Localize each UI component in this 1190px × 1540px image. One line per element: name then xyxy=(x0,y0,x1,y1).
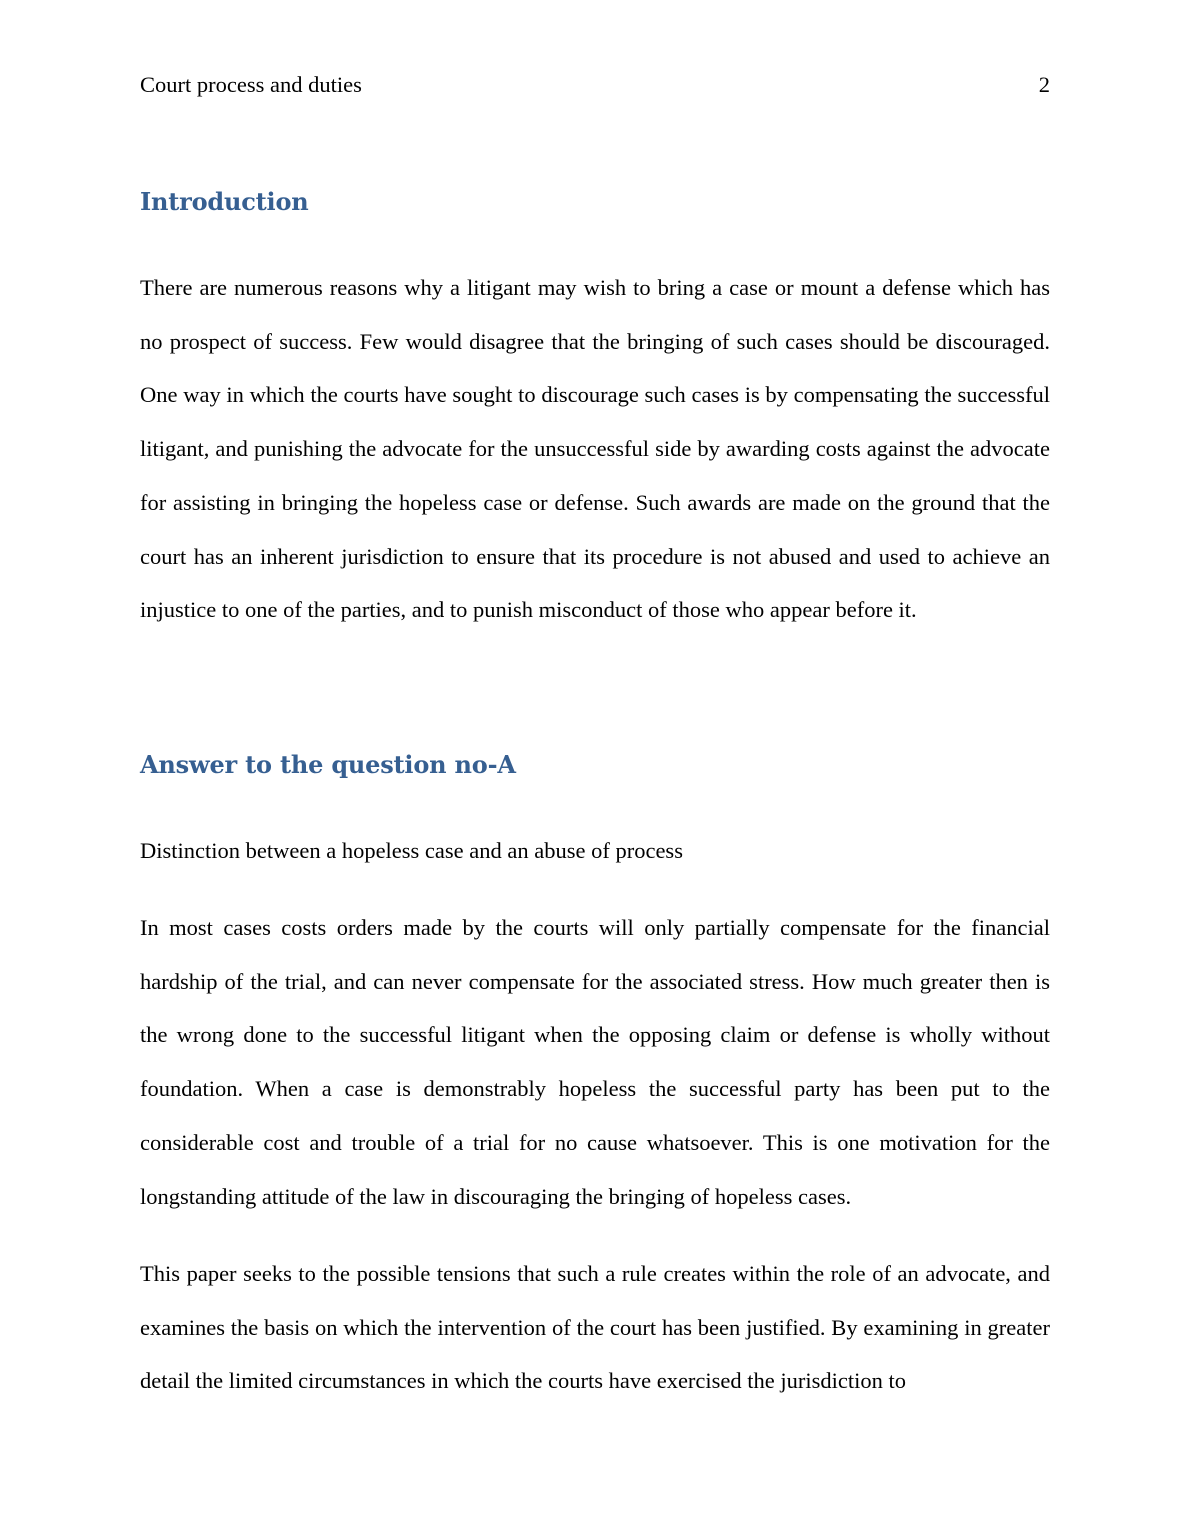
page-number: 2 xyxy=(1038,72,1050,97)
introduction-paragraph: There are numerous reasons why a litigant may wish to bring a case or mount a defense which has no prospect of success. Few would disagree that the bringing of such cases should be discouraged. One way in which the courts have sought to discourage such cases is by compensating the successful litigant, and punishing the advocate for the unsuccessful side by awarding costs against the advocate for assisting in bringing the hopeless case or defense. Such awards are made on the ground that the court has an inherent jurisdiction to ensure that its procedure is not abused and used to achieve an injustice to one of the parties, and to punish misconduct of those who appear before it. xyxy=(140,275,1050,623)
introduction-heading: Introduction xyxy=(140,187,309,216)
answer-a-heading: Answer to the question no-A xyxy=(140,750,516,779)
answer-a-paragraph-2: This paper seeks to the possible tensions that such a rule creates within the role of an advocate, and examines the basis on which the intervention of the court has been justified. By examining in greater detail the limited circumstances in which the courts have exercised the jurisdiction to xyxy=(140,1261,1050,1394)
answer-a-subheading: Distinction between a hopeless case and an abuse of process xyxy=(140,838,683,863)
answer-a-paragraph-1: In most cases costs orders made by the courts will only partially compensate for the financial hardship of the trial, and can never compensate for the associated stress. How much greater then is the wrong done to the successful litigant when the opposing claim or defense is wholly without foundation. When a case is demonstrably hopeless the successful party has been put to the considerable cost and trouble of a trial for no cause whatsoever. This is one motivation for the longstanding attitude of the law in discouraging the bringing of hopeless cases. xyxy=(140,915,1050,1209)
running-header xyxy=(140,70,1050,100)
running-title: Court process and duties xyxy=(140,72,362,97)
